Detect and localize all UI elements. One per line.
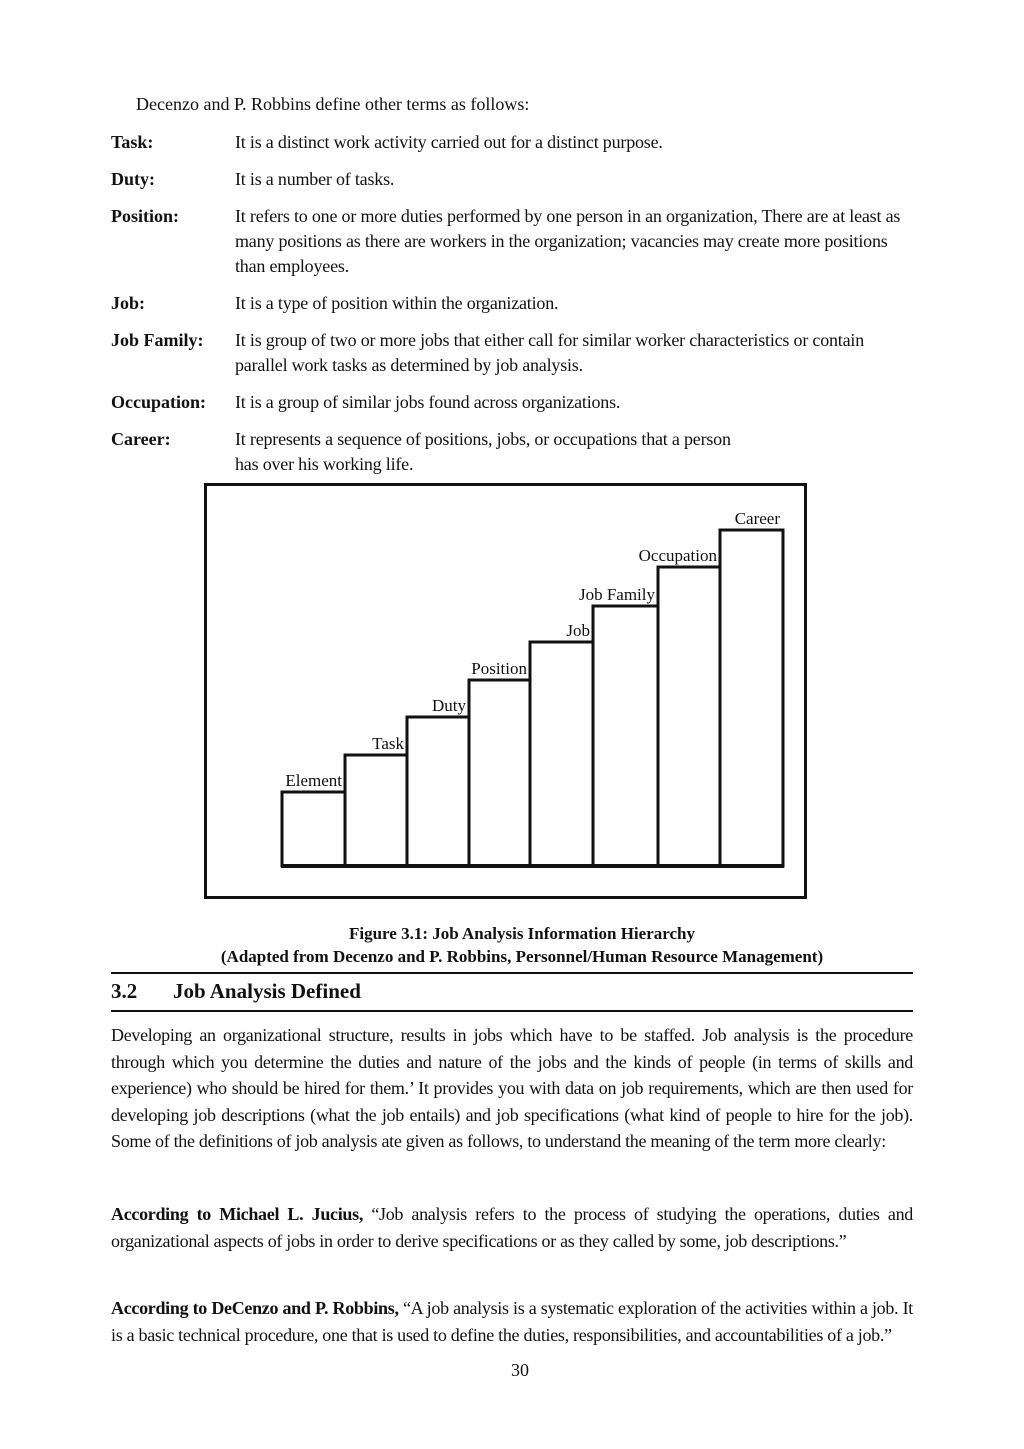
quote-text: “A job analysis is a systematic exploration of the activities within a job. It is a basic technical procedure, one that is used to define the duties, responsibilities, and accountabilities of a job.” [111,1298,913,1345]
term-row-occupation [111,390,917,415]
hierarchy-figure [204,483,807,899]
step-label: Position [471,659,527,678]
step-label: Job [566,621,590,640]
staircase-diagram [207,486,810,902]
term-definition: It is a group of similar jobs found across organizations. [235,392,621,412]
term-row-job-family [111,328,917,378]
term-name: Career: [111,429,171,449]
body-paragraph: Developing an organizational structure, results in jobs which have to be staffed. Job analysis is the procedure through which you determine the duties and nature of the jobs and the kinds of people (in terms of skills and experience) who should be hired for them.’ It provides you with data on job requirements, which are then used for developing job descriptions (what the job entails) and job specifications (what kind of people to hire for the job). Some of the definitions of job analysis ate given as follows, to understand the meaning of the term more clearly: [111,1025,913,1151]
step-career [720,530,783,866]
term-list [111,130,917,489]
step-label: Element [285,771,342,790]
term-name: Job: [111,293,146,313]
term-definition: It is a type of position within the organization. [235,293,559,313]
step-label: Task [372,734,404,753]
step-label: Occupation [638,546,717,565]
figure-caption-source: (Adapted from Decenzo and P. Robbins, Personnel/Human Resource Management) [220,947,824,966]
term-row-duty [111,167,917,192]
section-title: Job Analysis Defined [173,979,361,1003]
term-row-job [111,291,917,316]
quote-lead: According to Michael L. Jucius, [111,1204,364,1224]
term-definition: It represents a sequence of positions, jobs, or occupations that a person has over his working life. [235,429,731,474]
step-label: Job Family [578,585,655,604]
step-occupation [658,567,720,866]
quote-paragraph-jucius [111,1201,913,1254]
quote-lead: According to DeCenzo and P. Robbins, [111,1298,399,1318]
section-heading [111,979,361,1004]
step-job-family [593,606,658,866]
quote-paragraph-decenzo [111,1295,913,1348]
page-number: 30 [511,1360,529,1380]
step-duty [407,717,469,866]
term-name: Occupation: [111,392,207,412]
term-name: Task: [111,132,154,152]
term-row-career [111,427,917,477]
step-label: Career [734,509,780,528]
term-row-task [111,130,917,155]
term-name: Job Family: [111,330,204,350]
step-task [345,755,407,866]
quote-text: “Job analysis refers to the process of studying the operations, duties and organizational aspects of jobs in order to derive specifications or as they called by some, job descriptions.” [111,1204,913,1251]
step-position [469,680,530,866]
step-label: Duty [432,696,466,715]
section-rule-top [111,972,913,974]
figure-caption-title: Figure 3.1: Job Analysis Information Hierarchy [349,924,695,943]
term-definition: It is a distinct work activity carried out for a distinct purpose. [235,132,663,152]
term-name: Position: [111,206,180,226]
section-rule-bottom [111,1010,913,1012]
term-name: Duty: [111,169,155,189]
term-definition: It is a number of tasks. [235,169,395,189]
step-job [530,642,593,866]
term-row-position [111,204,917,279]
intro-text: Decenzo and P. Robbins define other terms as follows: [136,94,530,114]
term-definition: It refers to one or more duties performed by one person in an organization, There are at least as many positions as there are workers in the organization; vacancies may create more positions than employees. [235,206,901,276]
term-definition: It is group of two or more jobs that either call for similar worker characteristics or contain parallel work tasks as determined by job analysis. [235,330,864,375]
section-number: 3.2 [111,979,138,1003]
step-element [282,792,345,866]
